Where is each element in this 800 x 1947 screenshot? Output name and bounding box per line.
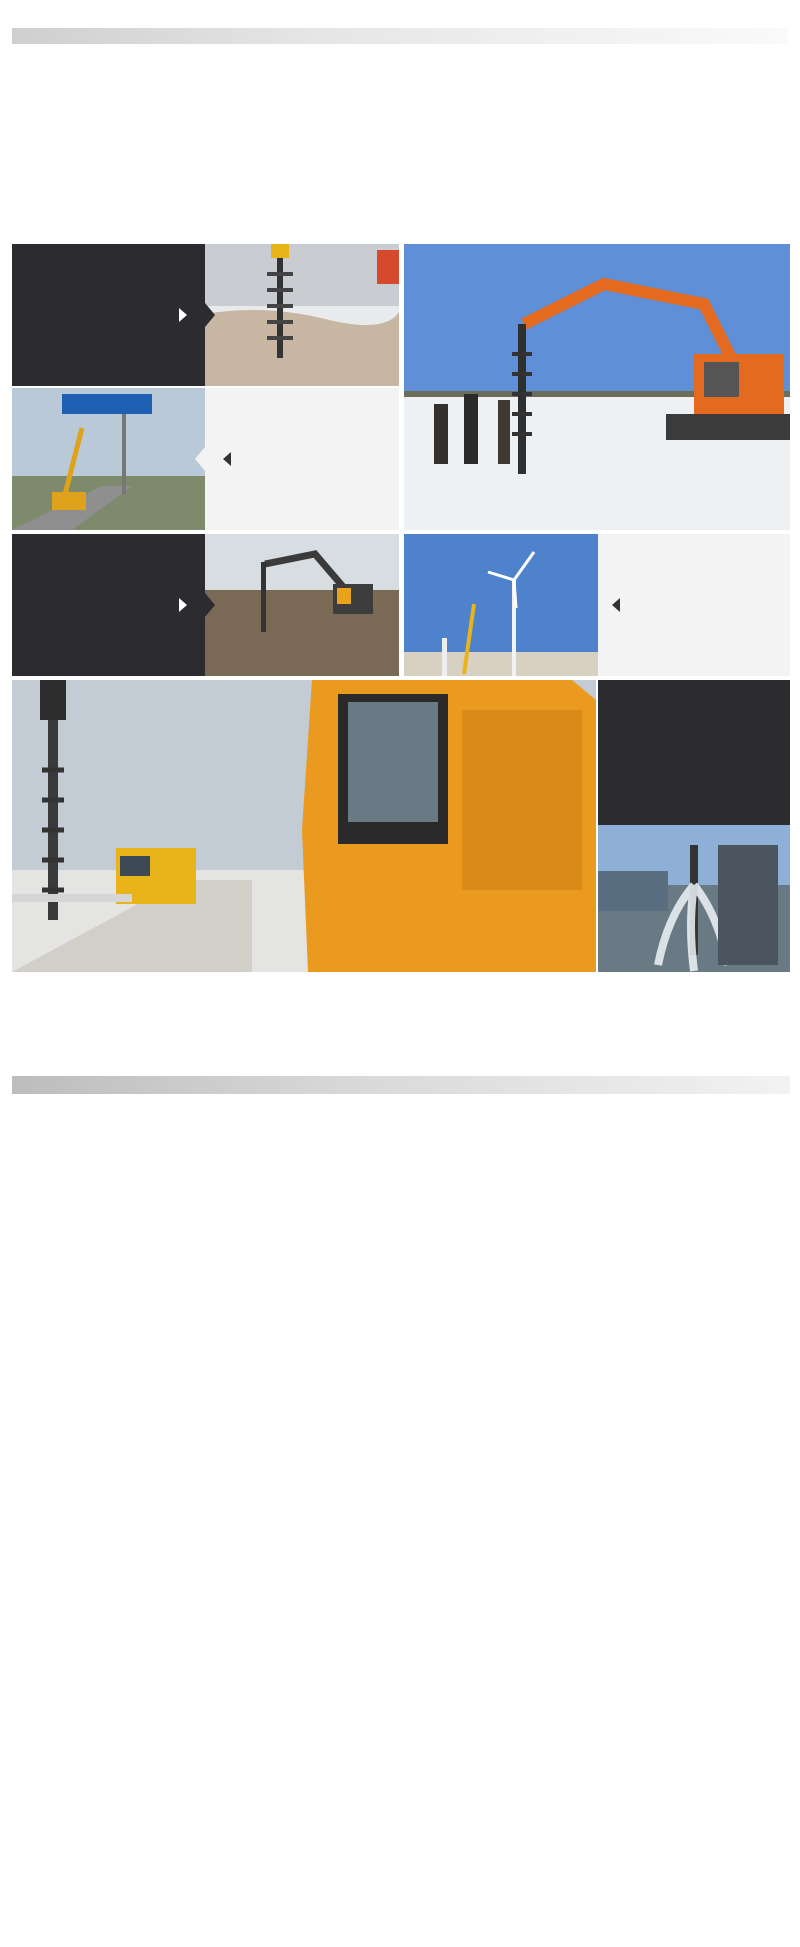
applications-gallery <box>12 244 790 972</box>
excavator-auger-photo <box>404 244 790 530</box>
arrow-right-icon <box>179 308 187 322</box>
permafrost-photo <box>205 244 399 386</box>
notch-icon <box>195 447 205 471</box>
water-well-photo <box>598 825 790 972</box>
road-sign-label-tile <box>205 388 399 530</box>
arrow-left-icon <box>223 452 231 466</box>
permafrost-label-tile <box>12 244 205 386</box>
model-params-gradient-bar <box>12 1076 790 1094</box>
top-gradient-bar <box>12 28 788 44</box>
arrow-right-icon <box>179 598 187 612</box>
wind-turbine-photo <box>404 534 598 676</box>
water-wells-label-tile <box>598 680 790 825</box>
excavator-truck-photo <box>12 680 596 972</box>
applications-list <box>40 130 780 226</box>
foundation-label-tile <box>12 534 205 676</box>
foundation-photo <box>205 534 399 676</box>
wind-turbine-label-tile <box>598 534 790 676</box>
arrow-left-icon <box>612 598 620 612</box>
road-sign-photo <box>12 388 205 530</box>
notch-icon <box>205 303 215 327</box>
notch-icon <box>205 593 215 617</box>
